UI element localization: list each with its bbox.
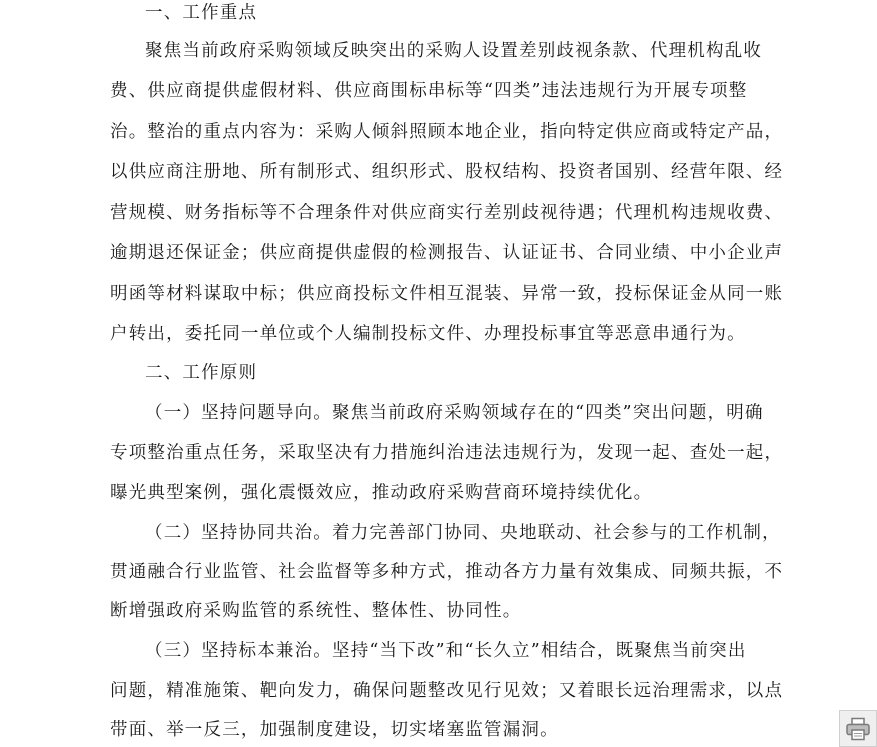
paragraph-line: 曝光典型案例，强化震慑效应，推动政府采购营商环境持续优化。 xyxy=(110,483,653,503)
paragraph-line: 明函等材料谋取中标；供应商投标文件相互混装、异常一致，投标保证金从同一账 xyxy=(110,284,784,304)
paragraph-line: 断增强政府采购监管的系统性、整体性、协同性。 xyxy=(110,601,522,621)
paragraph-line: （二）坚持协同共治。着力完善部门协同、央地联动、社会参与的工作机制， xyxy=(145,523,781,543)
section-heading-2: 二、工作原则 xyxy=(145,363,258,383)
paragraph-line: 营规模、财务指标等不合理条件对供应商实行差别歧视待遇；代理机构违规收费、 xyxy=(110,203,784,223)
paragraph-line: 聚焦当前政府采购领域反映突出的采购人设置差别歧视条款、代理机构乱收 xyxy=(145,41,763,61)
paragraph-line: （一）坚持问题导向。聚焦当前政府采购领域存在的“四类”突出问题，明确 xyxy=(145,403,764,423)
paragraph-line: 以供应商注册地、所有制形式、组织形式、股权结构、投资者国别、经营年限、经 xyxy=(110,162,784,182)
print-button[interactable] xyxy=(839,710,877,747)
paragraph-line: 费、供应商提供虚假材料、供应商围标串标等“四类”违法违规行为开展专项整 xyxy=(110,81,748,101)
paragraph-line: 逾期退还保证金；供应商提供虚假的检测报告、认证证书、合同业绩、中小企业声 xyxy=(110,243,784,263)
paragraph-line: 户转出，委托同一单位或个人编制投标文件、办理投标事宜等恶意串通行为。 xyxy=(110,324,746,344)
section-heading-1: 一、工作重点 xyxy=(145,3,258,23)
paragraph-line: 治。整治的重点内容为：采购人倾斜照顾本地企业，指向特定供应商或特定产品， xyxy=(110,122,784,142)
printer-icon xyxy=(845,717,871,741)
paragraph-line: 专项整治重点任务，采取坚决有力措施纠治违法违规行为，发现一起、查处一起， xyxy=(110,443,784,463)
paragraph-line: 带面、举一反三，加强制度建设，切实堵塞监管漏洞。 xyxy=(110,720,559,740)
paragraph-line: （三）坚持标本兼治。坚持“当下改”和“长久立”相结合，既聚焦当前突出 xyxy=(145,641,747,661)
paragraph-line: 问题，精准施策、靶向发力，确保问题整改见行见效；又着眼长远治理需求，以点 xyxy=(110,681,784,701)
paragraph-line: 贯通融合行业监管、社会监督等多种方式，推动各方力量有效集成、同频共振，不 xyxy=(110,562,784,582)
